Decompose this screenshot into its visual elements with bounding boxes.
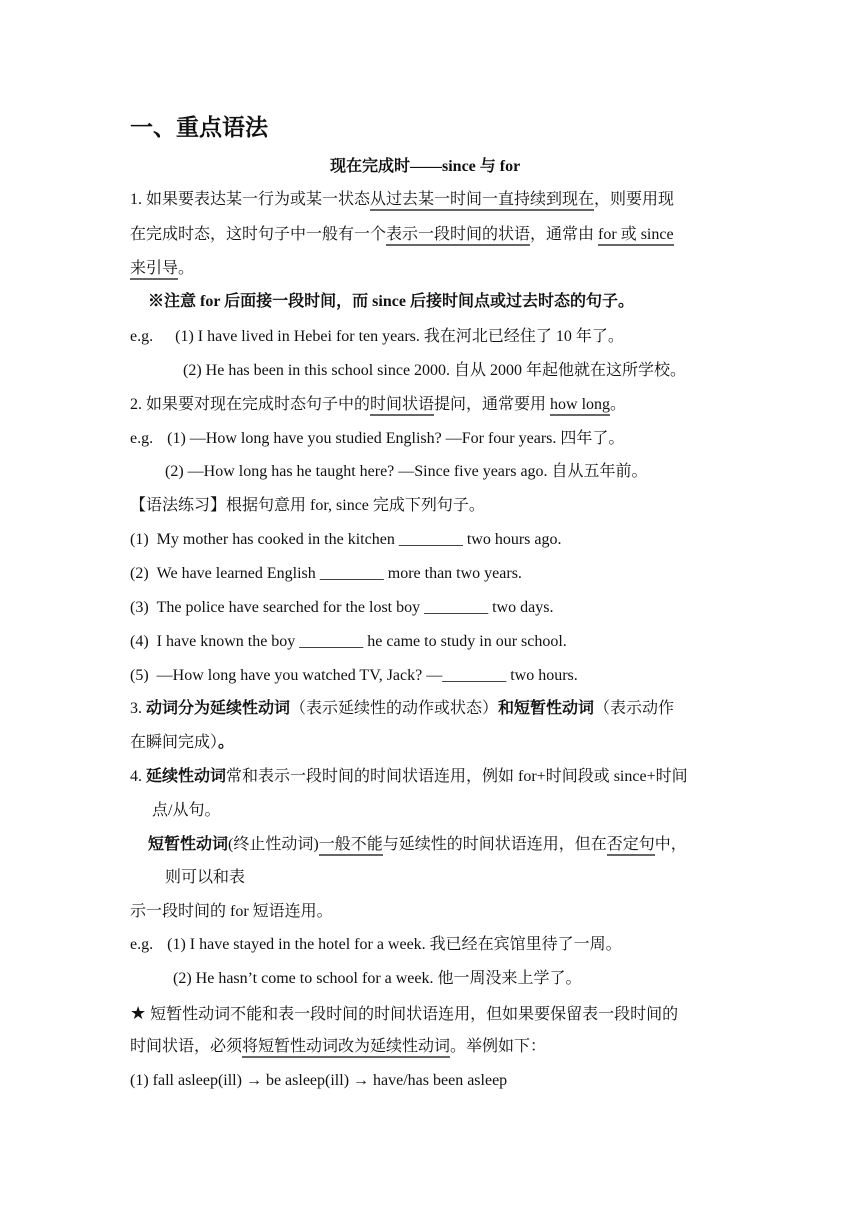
- text: 。: [218, 734, 235, 751]
- text: for: [200, 293, 221, 310]
- text: 后面接一段时间，而: [220, 293, 373, 310]
- text: （表示延续性的动作或状态）: [290, 700, 499, 717]
- paragraph-4-line-2: 点/从句。: [152, 802, 221, 819]
- text: 。: [610, 396, 627, 413]
- text: 提问，通常要用: [434, 396, 551, 413]
- item-number: (1): [130, 531, 149, 548]
- item-number: (3): [130, 599, 149, 616]
- text: 2. 如果要对现在完成时态句子中的: [130, 396, 371, 413]
- text: 后接时间点或过去时态的句子: [405, 293, 618, 310]
- text: （表示动作: [594, 700, 675, 717]
- example-3-line-2: (2) He hasn’t come to school for a week. 他一周没来上学了。: [173, 970, 582, 987]
- example-1-line-1: [130, 327, 624, 347]
- paragraph-3-line-1: [130, 699, 674, 719]
- text: 。: [178, 260, 195, 277]
- text: 。: [617, 293, 634, 310]
- underlined-phrase: 将短暂性动词改为延续性动词: [242, 1038, 450, 1058]
- note-line: [148, 292, 634, 312]
- practice-item: [130, 666, 578, 686]
- eg-label: e.g.: [130, 430, 154, 447]
- star-note-line-2: [130, 1037, 546, 1057]
- underlined-phrase: for 或 since: [598, 226, 674, 246]
- paragraph-3-line-2: [130, 733, 234, 753]
- text: (终止性动词): [228, 836, 319, 853]
- example-2-line-1: [130, 429, 624, 449]
- underlined-phrase: 一般不能: [319, 836, 383, 856]
- example-3-line-1: [130, 935, 622, 955]
- text: 与延续性的时间状语连用，但在: [382, 836, 607, 853]
- item-number: (2): [130, 565, 149, 582]
- practice-item: [130, 564, 522, 584]
- text: 4.: [130, 768, 146, 785]
- eg-label: e.g.: [130, 328, 154, 345]
- text: 在完成时态，这时句子中一般有一个: [130, 226, 387, 243]
- text: 短暂性动词不能和表一段时间的时间状语连用，但如果要保留表一段时间的: [146, 1006, 679, 1023]
- grammar-title: 现在完成时——since 与 for: [330, 158, 521, 175]
- example-sentence: (1) —How long have you studied English? —For four years. 四年了。: [167, 430, 625, 447]
- text: 时间状语，必须: [130, 1038, 243, 1055]
- underlined-phrase: 来引导: [130, 260, 178, 280]
- underlined-phrase: 从过去某一时间一直持续到现在: [370, 191, 594, 211]
- practice-item: [130, 632, 567, 652]
- paragraph-5-line-1: [148, 835, 687, 855]
- item-number: (4): [130, 633, 149, 650]
- underlined-phrase: 表示一段时间的状语: [386, 226, 530, 246]
- practice-item: [130, 530, 561, 550]
- item-text: The police have searched for the lost boy ________ two days.: [156, 599, 554, 616]
- underlined-phrase: how long: [550, 396, 610, 416]
- paragraph-1-line-3: [130, 259, 194, 279]
- text: 中，: [654, 836, 687, 853]
- practice-title: 【语法练习】根据句意用 for, since 完成下列句子。: [130, 497, 485, 514]
- bold-term: 和短暂性动词: [498, 700, 595, 717]
- text: 。举例如下：: [450, 1038, 547, 1055]
- practice-item: [130, 598, 553, 618]
- eg-label: e.g.: [130, 936, 154, 953]
- paragraph-1-line-1: [130, 190, 674, 210]
- paragraph-2: [130, 395, 626, 415]
- text: 1. 如果要表达某一行为或某一状态: [130, 191, 371, 208]
- text: 常和表示一段时间的时间状语连用，例如 for+时间段或 since+时间: [226, 768, 688, 785]
- example-sentence: (1) I have lived in Hebei for ten years. 我在河北已经住了 10 年了。: [175, 328, 624, 345]
- paragraph-5-line-2: 则可以和表: [165, 869, 246, 886]
- item-text: —How long have you watched TV, Jack? —________ two hours.: [156, 667, 578, 684]
- example-1-line-2: (2) He has been in this school since 2000. 自从 2000 年起他就在这所学校。: [183, 362, 687, 379]
- item-text: We have learned English ________ more than two years.: [156, 565, 522, 582]
- paragraph-1-line-2: [130, 225, 674, 245]
- example-sentence: (1) I have stayed in the hotel for a week. 我已经在宾馆里待了一周。: [167, 936, 622, 953]
- example-2-line-2: (2) —How long has he taught here? —Since five years ago. 自从五年前。: [165, 463, 648, 480]
- item-text: My mother has cooked in the kitchen ________ two hours ago.: [156, 531, 562, 548]
- text: ，则要用现: [594, 191, 675, 208]
- item-text: I have known the boy ________ he came to study in our school.: [156, 633, 567, 650]
- text: 3.: [130, 700, 146, 717]
- paragraph-4-line-1: [130, 767, 688, 787]
- bold-term: 动词分为延续性动词: [146, 700, 291, 717]
- text: since: [372, 293, 406, 310]
- underlined-phrase: 否定句: [607, 836, 655, 856]
- paragraph-5-line-3: 示一段时间的 for 短语连用。: [130, 903, 333, 920]
- bold-term: 短暂性动词: [148, 836, 229, 853]
- note-mark: ※注意: [148, 293, 201, 310]
- star-note-line-1: [130, 1003, 678, 1025]
- text: 在瞬间完成）: [130, 734, 219, 751]
- conversion-example: (1) fall asleep(ill) → be asleep(ill) → have/has been asleep: [130, 1072, 508, 1089]
- section-heading: 一、重点语法: [130, 115, 268, 141]
- text: ，通常由: [530, 226, 599, 243]
- star-icon: ★: [130, 1003, 147, 1023]
- bold-term: 延续性动词: [146, 768, 227, 785]
- underlined-phrase: 时间状语: [370, 396, 434, 416]
- item-number: (5): [130, 667, 149, 684]
